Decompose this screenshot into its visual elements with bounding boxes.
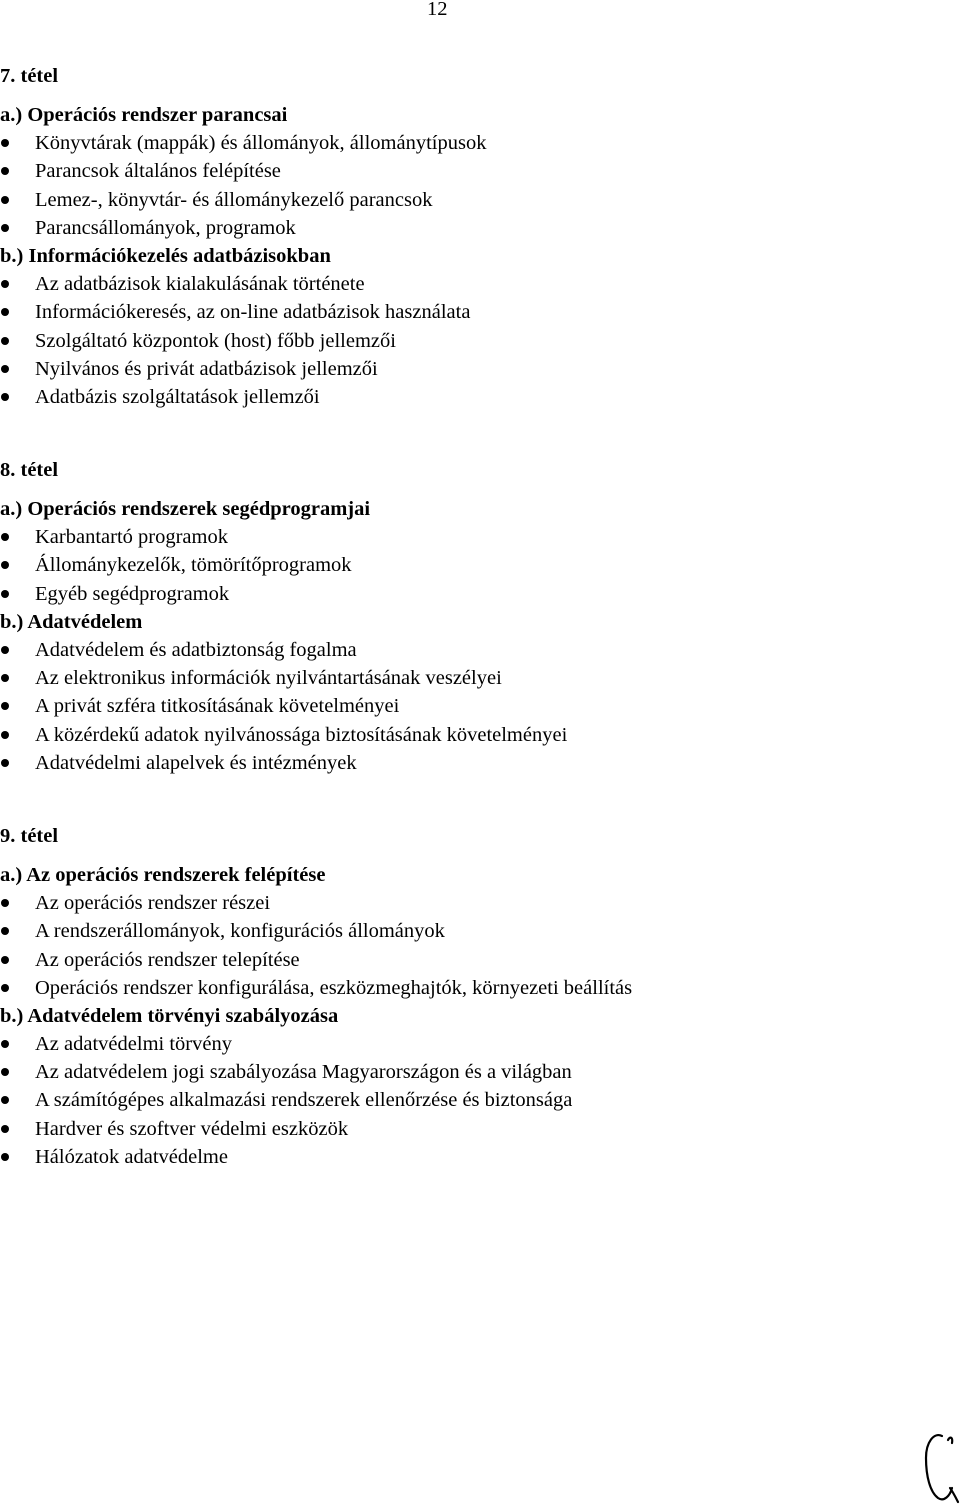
bullet-icon	[1, 956, 9, 964]
section-title: 9. tétel	[0, 824, 59, 847]
list-item-text: Adatvédelem és adatbiztonság fogalma	[35, 639, 357, 661]
bullet-icon	[1, 674, 9, 682]
list-item-text: A számítógépes alkalmazási rendszerek ellenőrzése és biztonsága	[35, 1089, 573, 1112]
list-item	[0, 327, 940, 355]
item-list	[0, 889, 940, 1002]
part-heading: b.) Adatvédelem törvényi szabályozása	[0, 1004, 339, 1027]
list-item	[0, 749, 940, 777]
list-item	[0, 1086, 940, 1114]
list-item-text: Az elektronikus információk nyilvántartásának veszélyei	[35, 667, 502, 690]
bullet-icon	[1, 1040, 9, 1048]
list-item	[0, 580, 940, 608]
section-8	[0, 456, 940, 777]
list-item-text: Az adatbázisok kialakulásának története	[35, 273, 365, 296]
list-item-text: A privát szféra titkosításának követelményei	[35, 695, 400, 718]
section-9	[0, 822, 940, 1171]
item-list	[0, 1030, 940, 1171]
page-number: 12	[427, 0, 448, 20]
list-item	[0, 664, 940, 692]
list-item	[0, 1058, 940, 1086]
list-item	[0, 917, 940, 945]
item-list	[0, 523, 940, 608]
list-item	[0, 270, 940, 298]
list-item-text: Adatbázis szolgáltatások jellemzői	[35, 385, 320, 408]
list-item	[0, 551, 940, 579]
item-list	[0, 270, 940, 411]
list-item	[0, 889, 940, 917]
bullet-icon	[1, 393, 9, 401]
bullet-icon	[1, 365, 9, 373]
bullet-icon	[1, 759, 9, 767]
list-item	[0, 129, 940, 157]
list-item	[0, 692, 940, 720]
list-item	[0, 214, 940, 242]
list-item	[0, 636, 940, 664]
bullet-icon	[1, 308, 9, 316]
list-item-text: Hardver és szoftver védelmi eszközök	[35, 1117, 349, 1140]
bullet-icon	[1, 590, 9, 598]
bullet-icon	[1, 139, 9, 147]
bullet-icon	[1, 1068, 9, 1076]
list-item-text: A közérdekű adatok nyilvánossága biztosításának követelményei	[35, 723, 568, 746]
list-item-text: Karbantartó programok	[35, 526, 228, 549]
part-heading: a.) Operációs rendszerek segédprogramjai	[0, 498, 371, 521]
list-item	[0, 1030, 940, 1058]
list-item-text: Szolgáltató központok (host) főbb jellemzői	[35, 329, 396, 352]
bullet-icon	[1, 984, 9, 992]
bullet-icon	[1, 224, 9, 232]
list-item-text: Az operációs rendszer részei	[35, 892, 271, 915]
list-item	[0, 157, 940, 185]
list-item	[0, 974, 940, 1002]
bullet-icon	[1, 1125, 9, 1133]
list-item	[0, 383, 940, 411]
list-item-text: Nyilvános és privát adatbázisok jellemzői	[35, 357, 378, 380]
list-item	[0, 355, 940, 383]
list-item-text: Hálózatok adatvédelme	[35, 1145, 228, 1168]
bullet-icon	[1, 280, 9, 288]
list-item	[0, 298, 940, 326]
list-item-text: Információkeresés, az on-line adatbázisok használata	[35, 301, 471, 324]
document-body	[0, 62, 940, 1171]
list-item	[0, 721, 940, 749]
bullet-icon	[1, 561, 9, 569]
list-item-text: Lemez-, könyvtár- és állománykezelő parancsok	[35, 188, 433, 211]
bullet-icon	[1, 899, 9, 907]
list-item-text: Parancsok általános felépítése	[35, 160, 281, 183]
section-title: 8. tétel	[0, 459, 59, 482]
item-list	[0, 129, 940, 242]
bullet-icon	[1, 1153, 9, 1161]
list-item-text: Egyéb segédprogramok	[35, 582, 230, 605]
part-heading: b.) Adatvédelem	[0, 610, 143, 633]
list-item-text: Az adatvédelem jogi szabályozása Magyarországon és a világban	[35, 1061, 572, 1084]
section-title: 7. tétel	[0, 65, 59, 87]
list-item-text: Az operációs rendszer telepítése	[35, 948, 300, 971]
bullet-icon	[1, 702, 9, 710]
list-item-text: A rendszerállományok, konfigurációs állományok	[35, 920, 445, 943]
part-heading: a.) Operációs rendszer parancsai	[0, 104, 288, 126]
list-item	[0, 1143, 940, 1171]
bullet-icon	[1, 731, 9, 739]
bullet-icon	[1, 646, 9, 654]
list-item	[0, 523, 940, 551]
bullet-icon	[1, 927, 9, 935]
bullet-icon	[1, 337, 9, 345]
bullet-icon	[1, 167, 9, 175]
bullet-icon	[1, 1096, 9, 1104]
handwritten-initial-mark	[920, 1428, 960, 1504]
list-item	[0, 186, 940, 214]
bullet-icon	[1, 533, 9, 541]
list-item-text: Könyvtárak (mappák) és állományok, állománytípusok	[35, 132, 487, 155]
list-item-text: Adatvédelmi alapelvek és intézmények	[35, 751, 357, 774]
bullet-icon	[1, 196, 9, 204]
list-item-text: Operációs rendszer konfigurálása, eszközmeghajtók, környezeti beállítás	[35, 976, 633, 999]
list-item-text: Az adatvédelmi törvény	[35, 1033, 232, 1056]
list-item	[0, 946, 940, 974]
section-7	[0, 62, 940, 411]
list-item-text: Állománykezelők, tömörítőprogramok	[35, 554, 352, 577]
part-heading: a.) Az operációs rendszerek felépítése	[0, 863, 326, 886]
list-item-text: Parancsállományok, programok	[35, 216, 296, 239]
list-item	[0, 1115, 940, 1143]
item-list	[0, 636, 940, 777]
part-heading: b.) Információkezelés adatbázisokban	[0, 244, 331, 267]
